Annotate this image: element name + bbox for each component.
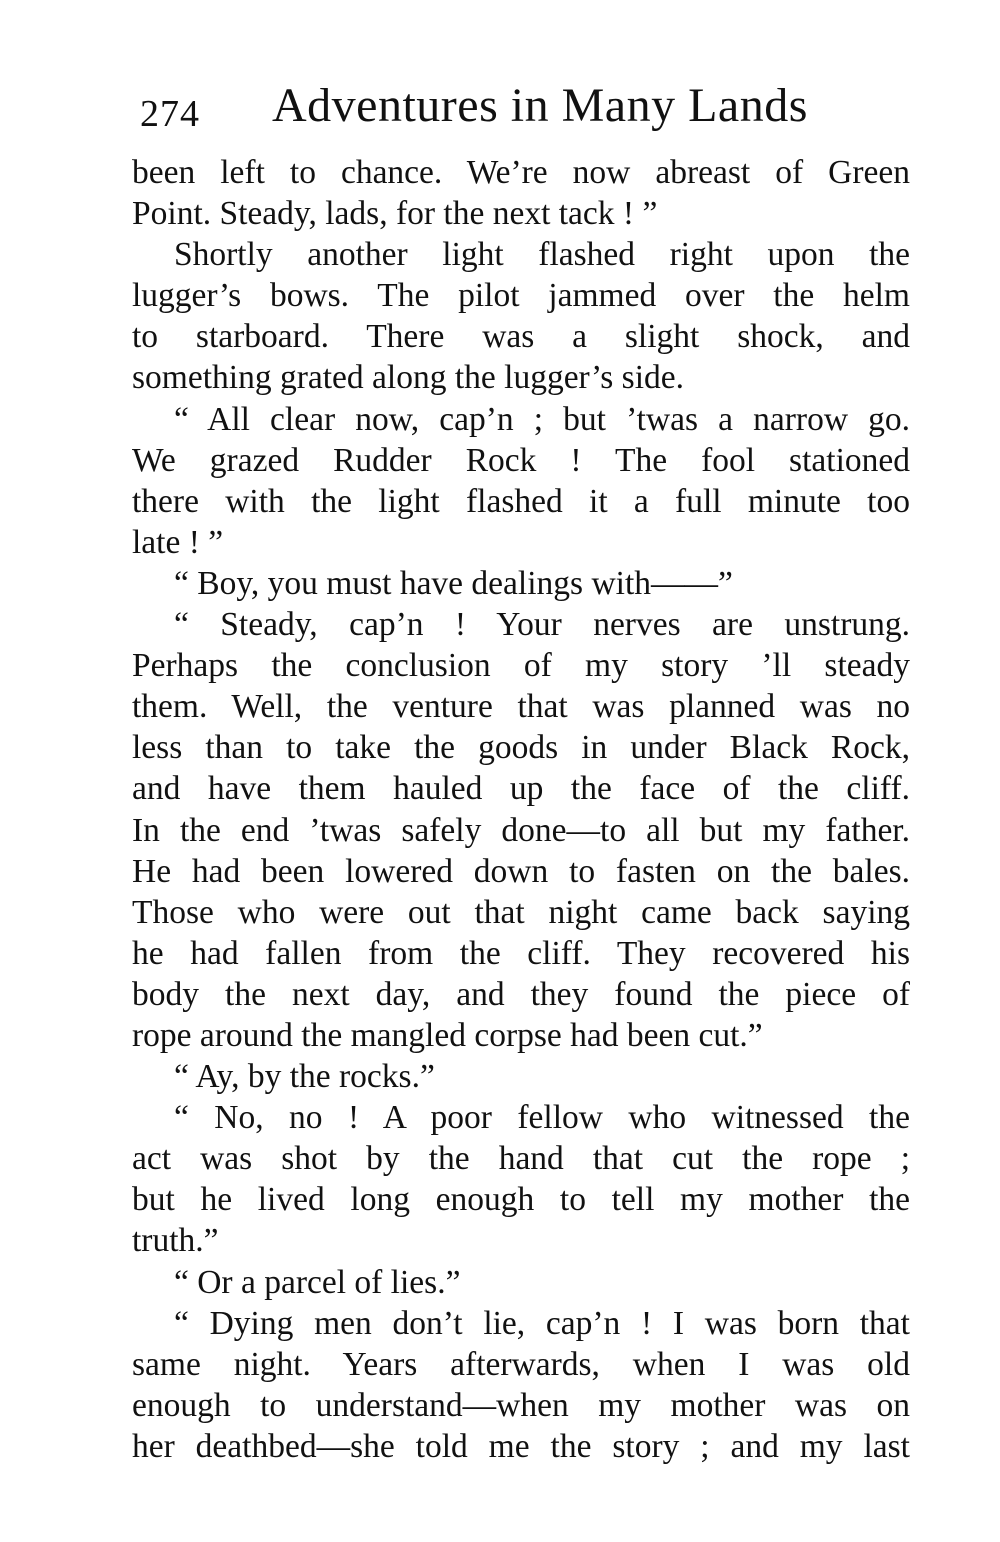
text-line: body the next day, and they found the piece of [132,975,910,1013]
text-line: rope around the mangled corpse had been cut.” [132,1016,763,1054]
text-line: “ Ay, by the rocks.” [174,1058,435,1096]
text-line: “ All clear now, cap’n ; but ’twas a narrow go. [174,400,910,438]
text-line: enough to understand—when my mother was on [132,1386,910,1424]
text-line: In the end ’twas safely done—to all but my father. [132,811,910,849]
text-line: late ! ” [132,523,224,561]
text-line: her deathbed—she told me the story ; and my last [132,1427,910,1465]
text-line: there with the light flashed it a full minute too [132,482,910,520]
text-line: He had been lowered down to fasten on the bales. [132,852,910,890]
text-line: Shortly another light flashed right upon the [174,236,910,274]
text-line: “ Or a parcel of lies.” [174,1263,461,1301]
text-line: Point. Steady, lads, for the next tack ! ” [132,195,658,233]
text-line: and have them hauled up the face of the cliff. [132,770,910,808]
text-line: “ Boy, you must have dealings with——” [174,564,733,602]
page-header [140,78,900,138]
text-line: to starboard. There was a slight shock, and [132,318,910,356]
text-line: them. Well, the venture that was planned was no [132,688,910,726]
text-line: same night. Years afterwards, when I was old [132,1345,910,1383]
text-line: “ No, no ! A poor fellow who witnessed the [174,1099,910,1137]
text-line: Perhaps the conclusion of my story ’ll steady [132,647,910,685]
text-line: lugger’s bows. The pilot jammed over the helm [132,277,910,315]
running-title: Adventures in Many Lands [272,79,808,132]
text-line: less than to take the goods in under Black Rock, [132,729,910,767]
text-line: something grated along the lugger’s side. [132,359,685,397]
text-line: We grazed Rudder Rock ! The fool stationed [132,441,910,479]
text-line: Those who were out that night came back saying [132,893,910,931]
text-line: “ Dying men don’t lie, cap’n ! I was born that [174,1304,910,1342]
text-line: act was shot by the hand that cut the rope ; [132,1140,910,1178]
text-line: truth.” [132,1222,219,1260]
page-number: 274 [140,93,200,135]
text-line: been left to chance. We’re now abreast of Green [132,154,910,191]
text-line: he had fallen from the cliff. They recovered his [132,934,910,972]
text-line: but he lived long enough to tell my mother the [132,1181,910,1219]
text-line: “ Steady, cap’n ! Your nerves are unstrung. [174,606,910,644]
page-body-text [132,152,910,1467]
